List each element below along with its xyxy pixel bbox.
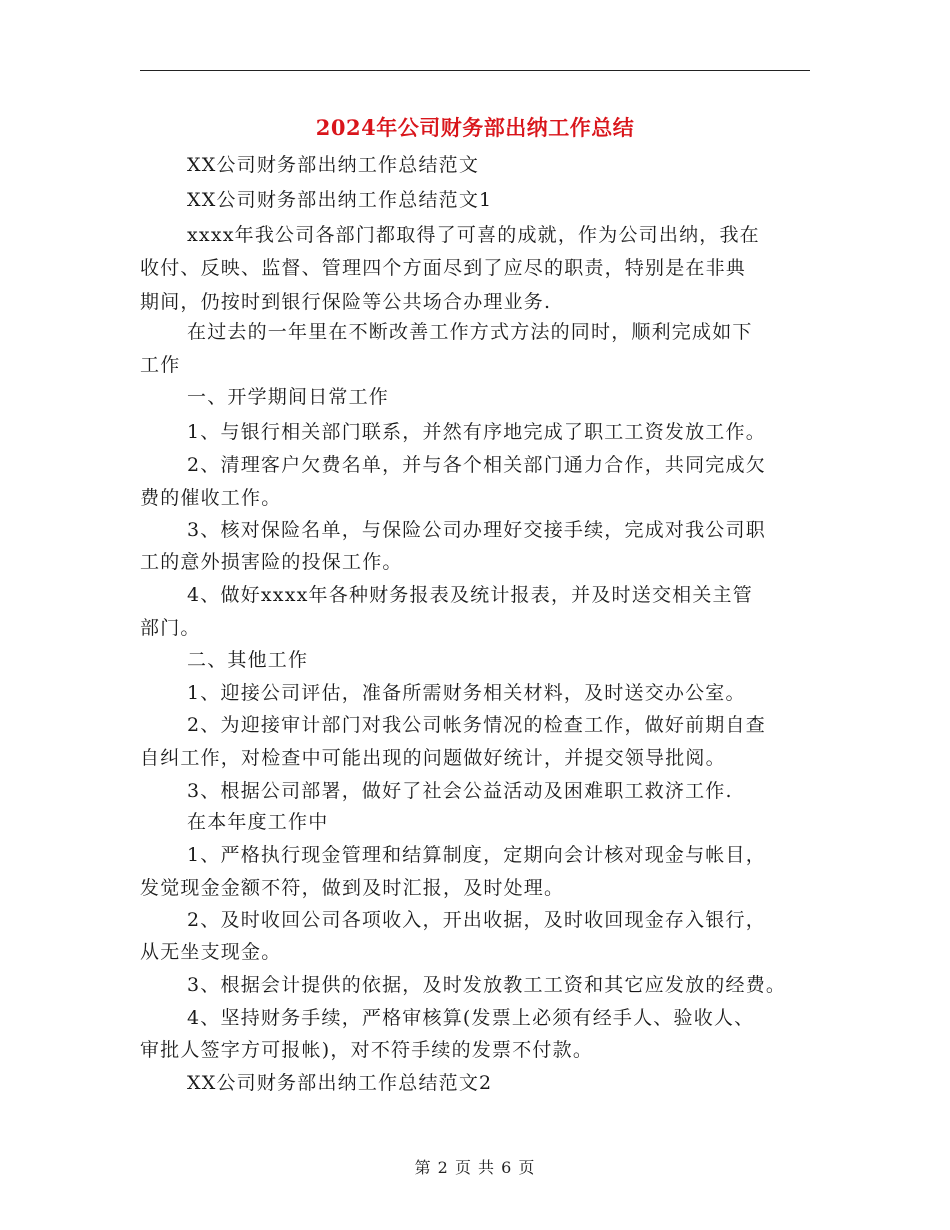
- paragraph-line: XX公司财务部出纳工作总结范文: [187, 154, 480, 176]
- paragraph-line: 3、根据会计提供的依据，及时发放教工工资和其它应发放的经费。: [187, 974, 787, 996]
- paragraph-line: 2、清理客户欠费名单，并与各个相关部门通力合作，共同完成欠: [187, 454, 766, 476]
- paragraph-line: XX公司财务部出纳工作总结范文1: [187, 189, 493, 211]
- paragraph-line: 2、为迎接审计部门对我公司帐务情况的检查工作，做好前期自查: [187, 714, 766, 736]
- paragraph-line: 3、根据公司部署，做好了社会公益活动及困难职工救济工作.: [187, 780, 733, 802]
- paragraph-line: 1、与银行相关部门联系，并然有序地完成了职工工资发放工作。: [187, 421, 766, 443]
- paragraph-line: 从无坐支现金。: [140, 941, 282, 963]
- paragraph-line: 4、坚持财务手续，严格审核算(发票上必须有经手人、验收人、: [187, 1007, 755, 1029]
- page-number-footer: 第 2 页 共 6 页: [414, 1158, 536, 1177]
- header-rule: [140, 70, 810, 71]
- paragraph-line: 审批人签字方可报帐)，对不符手续的发票不付款。: [140, 1039, 594, 1061]
- document-title: 2024年公司财务部出纳工作总结: [315, 115, 635, 140]
- paragraph-line: 期间，仍按时到银行保险等公共场合办理业务.: [140, 291, 552, 313]
- paragraph-line: 工的意外损害险的投保工作。: [140, 551, 403, 573]
- paragraph-line: 在本年度工作中: [187, 811, 329, 833]
- paragraph-line: 在过去的一年里在不断改善工作方式方法的同时，顺利完成如下: [187, 321, 753, 343]
- paragraph-line: 发觉现金金额不符，做到及时汇报，及时处理。: [140, 877, 565, 899]
- paragraph-line: 3、核对保险名单，与保险公司办理好交接手续，完成对我公司职: [187, 519, 766, 541]
- section-heading: 二、其他工作: [187, 649, 309, 671]
- paragraph-line: 费的催收工作。: [140, 487, 282, 509]
- paragraph-line: 1、严格执行现金管理和结算制度，定期向会计核对现金与帐目，: [187, 844, 766, 866]
- paragraph-line: 工作: [140, 354, 181, 376]
- paragraph-line: 收付、反映、监督、管理四个方面尽到了应尽的职责，特别是在非典: [140, 257, 747, 279]
- paragraph-line: 自纠工作，对检查中可能出现的问题做好统计，并提交领导批阅。: [140, 747, 726, 769]
- paragraph-line: 2、及时收回公司各项收入，开出收据，及时收回现金存入银行，: [187, 909, 766, 931]
- paragraph-line: 1、迎接公司评估，准备所需财务相关材料，及时送交办公室。: [187, 682, 746, 704]
- paragraph-line: XX公司财务部出纳工作总结范文2: [187, 1072, 493, 1094]
- paragraph-line: 4、做好xxxx年各种财务报表及统计报表，并及时送交相关主管: [187, 584, 753, 606]
- paragraph-line: xxxx年我公司各部门都取得了可喜的成就，作为公司出纳，我在: [187, 224, 760, 246]
- section-heading: 一、开学期间日常工作: [187, 386, 390, 408]
- paragraph-line: 部门。: [140, 617, 201, 639]
